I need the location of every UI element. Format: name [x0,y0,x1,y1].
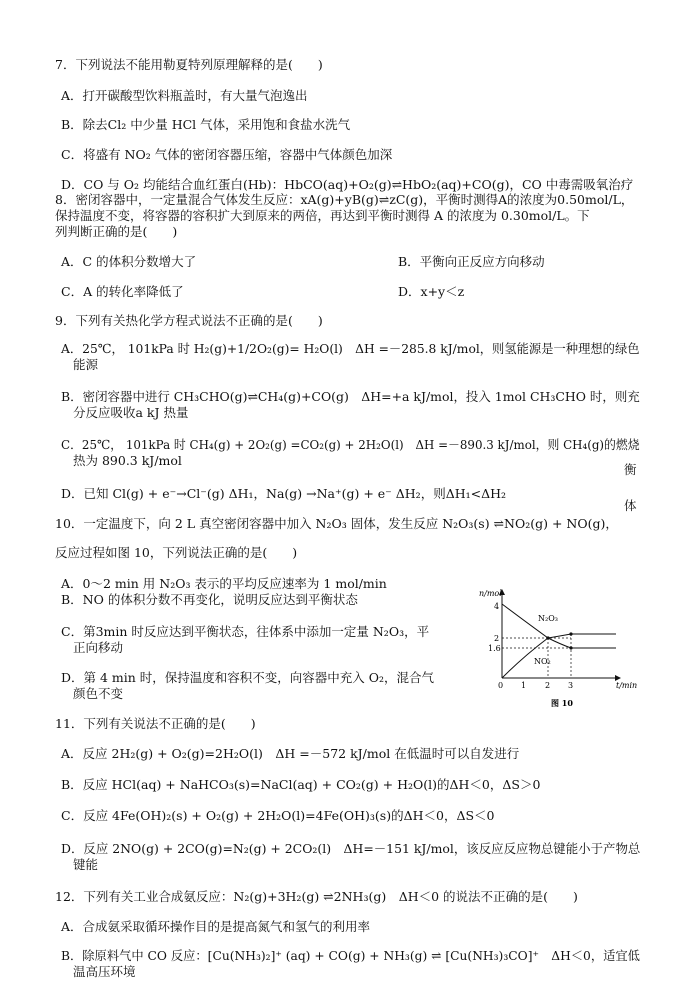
q12-option-b-line1: B．除原料气中 CO 反应：[Cu(NH₃)₂]⁺ (aq) + CO(g) + NH₃(g) ⇌ [Cu(NH₃)₃CO]⁺ ΔH＜0，适宜低 [61,948,640,963]
n2o3-equilibrium-point [569,646,572,649]
q11-option-c: C．反应 4Fe(OH)₂(s) + O₂(g) + 2H₂O(l)=4Fe(OH)₃(s)的ΔH＜0，ΔS＜0 [61,808,495,823]
x-tick-0: 0 [498,681,504,690]
q10-option-c-line1: C．第3min 时反应达到平衡状态，往体系中添加一定量 N₂O₃，平 [61,624,430,639]
n2o3-curve [502,604,616,648]
y-axis-label: n/mol [479,589,502,598]
q11-stem: 11．下列有关说法不正确的是( ) [55,716,256,731]
q9-stem: 9．下列有关热化学方程式说法不正确的是( ) [55,313,323,328]
q7-option-c: C．将盛有 NO₂ 气体的密闭容器压缩，容器中气体颜色加深 [61,147,393,162]
q11-option-d-line1: D．反应 2NO(g) + 2CO(g)=N₂(g) + 2CO₂(l) ΔH=－151 kJ/mol，该反应反应物总键能小于产物总 [61,841,641,856]
q9-option-b-line2: 分反应吸收a kJ 热量 [73,405,189,420]
y-tick-4: 4 [494,602,500,611]
q8-option-b: B．平衡向正反应方向移动 [398,254,545,269]
x-tick-2: 2 [545,681,551,690]
q8-stem-line2: 保持温度不变，将容器的容积扩大到原来的两倍，再达到平衡时测得 A 的浓度为 0.30mol/L。下 [55,208,590,223]
q10-stem-line2: 反应过程如图 10，下列说法正确的是( ) [55,545,298,560]
x-tick-1: 1 [521,681,527,690]
q10-stem-line1: 10．一定温度下，向 2 L 真空密闭容器中加入 N₂O₃ 固体，发生反应 N₂O₃(s) ⇌NO₂(g) + NO(g)， [55,516,618,531]
q8-stem-line3: 列判断正确的是( ) [55,224,178,239]
q9-option-d: D．已知 Cl(g) + e⁻→Cl⁻(g) ΔH₁，Na(g) →Na⁺(g) + e⁻ ΔH₂，则ΔH₁<ΔH₂ [61,486,507,501]
q12-stem: 12．下列有关工业合成氨反应：N₂(g)+3H₂(g) ⇌2NH₃(g) ΔH＜0 的说法不正确的是( ) [55,889,578,904]
q10-option-a: A．0～2 min 用 N₂O₃ 表示的平均反应速率为 1 mol/min [61,576,387,591]
intersection-point [546,636,549,639]
q11-option-b: B．反应 HCl(aq) + NaHCO₃(s)=NaCl(aq) + CO₂(g) + H₂O(l)的ΔH＜0，ΔS＞0 [61,777,541,792]
q7-option-a: A．打开碳酸型饮料瓶盖时，有大量气泡逸出 [61,88,308,103]
q8-stem-line1: 8．密闭容器中，一定量混合气体发生反应：xA(g)+yB(g)⇌zC(g)，平衡时测得A的浓度为0.50mol/L， [55,192,634,207]
q7-option-d: D．CO 与 O₂ 均能结合血红蛋白(Hb)：HbCO(aq)+O₂(g)⇌HbO₂(aq)+CO(g)，CO 中毒需吸氧治疗 [61,177,634,192]
q8-option-c: C．A 的转化率降低了 [61,284,184,299]
y-tick-1-6: 1.6 [488,644,501,653]
q10-option-d-line1: D．第 4 min 时，保持温度和容积不变，向容器中充入 O₂，混合气 [61,670,435,685]
q9-option-a-line2: 能源 [73,357,99,372]
q9-option-a-line1: A．25℃， 101kPa 时 H₂(g)+1/2O₂(g)= H₂O(l) ΔH =－285.8 kJ/mol，则氢能源是一种理想的绿色 [61,341,640,356]
q11-option-d-line2: 键能 [73,857,99,872]
y-tick-2: 2 [494,634,500,643]
margin-char-2: 体 [624,498,637,513]
x-axis-label: t/min [616,681,638,690]
x-tick-3: 3 [568,681,574,690]
q7-option-b: B．除去Cl₂ 中少量 HCl 气体，采用饱和食盐水洗气 [61,117,351,132]
figure-10-graph [476,584,646,712]
q10-option-c-line2: 正向移动 [73,640,124,655]
no2-equilibrium-point [569,632,572,635]
q9-option-b-line1: B．密闭容器中进行 CH₃CHO(g)⇌CH₄(g)+CO(g) ΔH=+a kJ/mol，投入 1mol CH₃CHO 时，则充 [61,389,640,404]
q9-option-c-line2: 热为 890.3 kJ/mol [73,453,182,468]
q11-option-a: A．反应 2H₂(g) + O₂(g)=2H₂O(l) ΔH =－572 kJ/mol 在低温时可以自发进行 [61,746,520,761]
figure-caption: 图 10 [551,698,573,708]
q10-option-d-line2: 颜色不变 [73,686,124,701]
margin-char-1: 衡 [624,462,637,477]
q10-option-b: B．NO 的体积分数不再变化，说明反应达到平衡状态 [61,592,358,607]
no2-label: NO₂ [534,657,551,666]
n2o3-label: N₂O₃ [538,614,558,623]
q8-option-d: D．x+y＜z [398,284,465,299]
q8-option-a: A．C 的体积分数增大了 [61,254,197,269]
q7-stem: 7．下列说法不能用勒夏特列原理解释的是( ) [55,57,323,72]
q9-option-c-line1: C．25℃， 101kPa 时 CH₄(g) + 2O₂(g) =CO₂(g) + 2H₂O(l) ΔH =－890.3 kJ/mol，则 CH₄(g)的燃烧 [61,437,640,452]
q12-option-b-line2: 温高压环境 [73,964,136,979]
q12-option-a: A．合成氨采取循环操作目的是提高氮气和氢气的利用率 [61,919,371,934]
no2-curve [502,634,616,678]
